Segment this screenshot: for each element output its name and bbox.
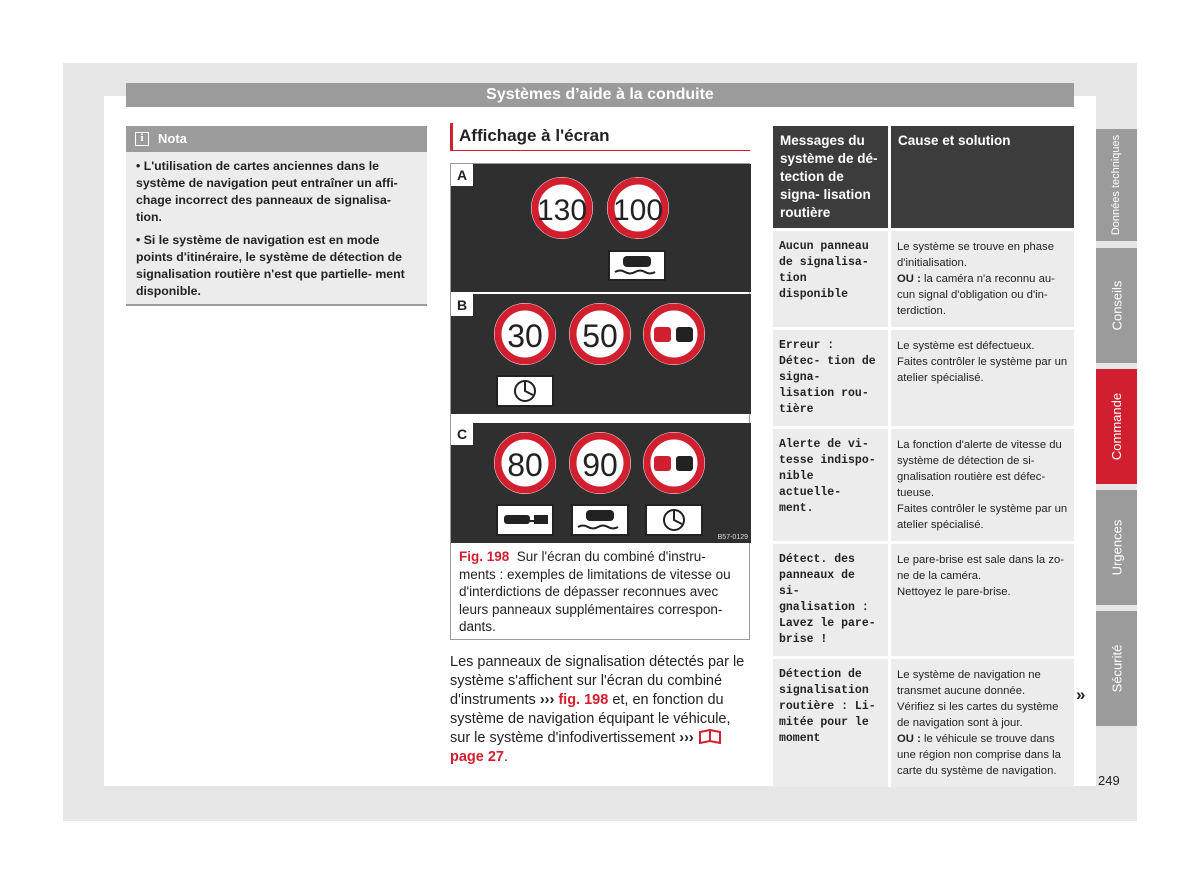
table-header-row	[773, 126, 1074, 228]
table-row	[773, 541, 1074, 656]
navigation-data-plate-icon	[646, 505, 702, 535]
book-icon	[698, 729, 722, 744]
chapter-header: Systèmes d’aide à la conduite	[126, 83, 1074, 107]
message-cell: Détection de signalisation routière : Li- mitée pour le moment	[773, 656, 891, 787]
cause-cell: Le système de navigation ne transmet aucune donnée. Vérifiez si les cartes du système de navigation sont à jour. OU : le véhicule se trouve dans une région non comprise dans la carte du système de navigation.	[891, 656, 1074, 787]
caption-text: Sur l'écran du combiné d'instru- ments : exemples de limitations de vitesse ou d'interdictions de dépasser reconnues avec leurs panneaux supplémentaires correspon- dants.	[459, 549, 731, 634]
nota-body	[126, 152, 427, 300]
svg-text:80: 80	[507, 447, 543, 483]
svg-text:130: 130	[536, 194, 588, 227]
panel-b-graphic	[451, 294, 751, 414]
speed-limit-sign	[569, 303, 631, 365]
tab-donnees-techniques[interactable]: Données techniques	[1096, 129, 1137, 241]
page-link[interactable]: page 27	[450, 749, 504, 765]
continue-icon: »	[1076, 685, 1086, 704]
panel-c-graphic	[451, 423, 751, 543]
navigation-data-plate-icon	[497, 376, 553, 406]
cause-cell: Le système est défectueux. Faites contrôler le système par un atelier spécialisé.	[891, 327, 1074, 426]
message-cell: Aucun panneau de signalisa- tion disponible	[773, 228, 891, 327]
svg-text:100: 100	[612, 194, 664, 227]
svg-text:30: 30	[507, 318, 543, 354]
tab-securite[interactable]: Sécurité	[1096, 611, 1137, 726]
tab-conseils[interactable]: Conseils	[1096, 248, 1137, 363]
figure-panel-a	[451, 164, 751, 292]
panel-label: C	[451, 423, 473, 445]
figure-ref: Fig. 198	[459, 549, 510, 564]
speed-limit-sign	[607, 177, 669, 239]
panel-label: A	[451, 164, 473, 186]
speed-limit-sign	[569, 432, 631, 494]
body-text: Les panneaux de signalisation détectés par le système s'affichent sur l'écran du combiné d'instruments	[450, 654, 745, 708]
link-arrows: ›››	[679, 730, 694, 746]
car-trailer-plate-icon	[497, 505, 553, 535]
section-title: Affichage à l'écran	[450, 123, 750, 151]
nota-item: • Si le système de navigation est en mode points d'itinéraire, le système de détection de signalisation routière n'est que partielle- ment disponible.	[136, 233, 405, 298]
figure-caption	[459, 548, 745, 636]
messages-table	[773, 126, 1074, 787]
cause-cell: La fonction d'alerte de vitesse du système de détection de si- gnalisation routière est défec- tueuse. Faites contrôler le système par un atelier spécialisé.	[891, 426, 1074, 541]
figure-198	[450, 163, 750, 640]
cause-cell: Le système se trouve en phase d'initialisation. OU : la caméra n'a reconnu au- cun signal d'obligation ou d'in- terdiction.	[891, 228, 1074, 327]
panel-label: B	[451, 294, 473, 316]
svg-text:50: 50	[582, 318, 618, 354]
no-overtaking-sign-icon	[643, 432, 705, 494]
message-cell: Erreur : Détec- tion de signa- lisation rou- tière	[773, 327, 891, 426]
body-text: .	[504, 749, 509, 765]
speed-limit-sign	[494, 432, 556, 494]
table-row	[773, 327, 1074, 426]
panel-a-graphic	[451, 164, 751, 292]
tab-commande[interactable]: Commande	[1096, 369, 1137, 484]
column-header: Messages du système de dé- tection de signa- lisation routière	[773, 126, 891, 228]
body-paragraph	[450, 653, 750, 767]
wet-road-plate-icon	[609, 251, 665, 280]
body-text: et, en fonction du système de navigation équipant le véhicule, sur le système d'infodivertissement	[450, 692, 731, 746]
svg-text:90: 90	[582, 447, 618, 483]
nota-header	[126, 126, 427, 152]
table-row	[773, 228, 1074, 327]
figure-link[interactable]: fig. 198	[558, 692, 609, 708]
image-id: B57-0129	[717, 534, 748, 541]
message-cell: Détect. des panneaux de si- gnalisation : Lavez le pare- brise !	[773, 541, 891, 656]
speed-limit-sign	[531, 177, 593, 239]
wet-road-plate-icon	[572, 505, 628, 535]
nota-title: Nota	[158, 131, 187, 146]
no-overtaking-sign-icon	[643, 303, 705, 365]
column-header: Cause et solution	[891, 126, 1074, 228]
nota-box	[126, 126, 427, 306]
info-icon: i	[135, 132, 149, 146]
speed-limit-sign	[494, 303, 556, 365]
figure-panel-b	[451, 294, 751, 414]
message-cell: Alerte de vi- tesse indispo- nible actuelle- ment.	[773, 426, 891, 541]
cause-cell: Le pare-brise est sale dans la zo- ne de la caméra. Nettoyez le pare-brise.	[891, 541, 1074, 656]
nota-item: • L'utilisation de cartes anciennes dans le système de navigation peut entraîner un affi- chage incorrect des panneaux de signalisa- tion.	[136, 159, 398, 224]
table-row	[773, 656, 1074, 787]
figure-panel-c	[451, 423, 751, 543]
table-row	[773, 426, 1074, 541]
page-number: 249	[1098, 773, 1120, 788]
tab-urgences[interactable]: Urgences	[1096, 490, 1137, 605]
link-arrows: ›››	[539, 692, 555, 708]
